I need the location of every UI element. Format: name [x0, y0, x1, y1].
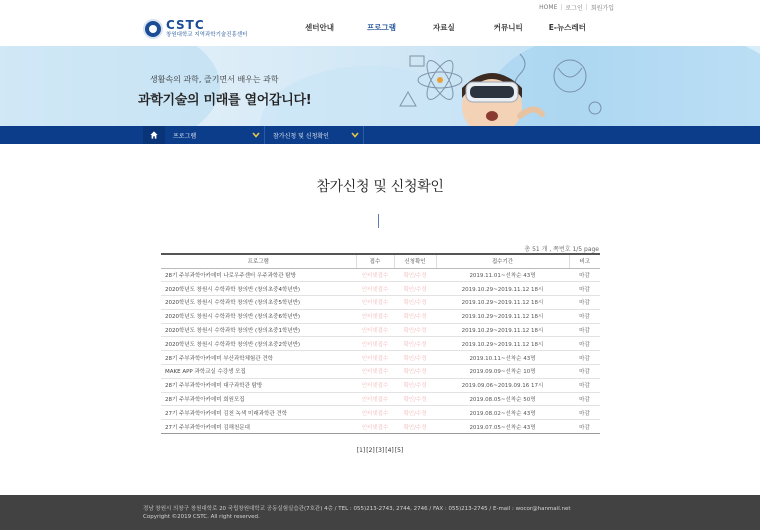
table-header-row [161, 254, 600, 268]
check-edit-link[interactable]: 확인/수정 [394, 296, 436, 310]
depth1-label: 프로그램 [173, 132, 197, 140]
status-badge: 마감 [569, 420, 600, 434]
depth2-label: 참가신청 및 신청확인 [273, 132, 329, 140]
check-edit-link[interactable]: 확인/수정 [394, 268, 436, 282]
site-logo[interactable] [143, 16, 247, 42]
program-title-link[interactable]: 2020학년도 창원시 수학과학 창의반 (창의초중1학년반) [161, 323, 356, 337]
receipt-type: 인터넷접수 [356, 420, 394, 434]
receipt-type: 인터넷접수 [356, 323, 394, 337]
nav-item-community[interactable]: 커뮤니티 [493, 23, 523, 32]
program-title-link[interactable]: 2020학년도 창원시 수학과학 창의반 (창의초중4학년반) [161, 282, 356, 296]
program-title-link[interactable]: 28기 주부과학아카데미 대구과학관 탐방 [161, 378, 356, 392]
banner-title: 과학기술의 미래를 열어갑니다! [138, 93, 312, 108]
program-table [161, 253, 600, 434]
program-title-link[interactable]: 28기 주부과학아카데미 부산과학체험관 견학 [161, 351, 356, 365]
program-title-link[interactable]: 2020학년도 창원시 수학과학 창의반 (창의초중5학년반) [161, 296, 356, 310]
status-badge: 마감 [569, 296, 600, 310]
status-badge: 마감 [569, 337, 600, 351]
footer-copyright: Copyright ©2019 CSTC. All right reserved. [143, 514, 260, 520]
col-header-period: 접수기간 [436, 254, 569, 268]
status-badge: 마감 [569, 351, 600, 365]
logo-subtitle: 창원대학교 지역과학기술진흥센터 [166, 32, 248, 38]
page-link[interactable]: [3] [375, 447, 385, 454]
divider: | [585, 3, 588, 11]
table-row [161, 323, 600, 337]
science-illustration [370, 46, 610, 126]
chevron-down-icon [347, 132, 363, 138]
footer-address: 경남 창원시 의창구 창원대학로 20 국립창원대학교 공동실험실습관(7호관) 4층 / TEL : 055)213-2743, 2744, 2746 / FAX : 055)213-2745 / E-mail : wocor@hanmail.net [143, 506, 571, 512]
receipt-period: 2019.10.29~2019.11.12 18시 [436, 323, 569, 337]
status-badge: 마감 [569, 323, 600, 337]
status-badge: 마감 [569, 378, 600, 392]
receipt-type: 인터넷접수 [356, 268, 394, 282]
page-link[interactable]: [1] [356, 447, 366, 454]
table-row [161, 337, 600, 351]
receipt-type: 인터넷접수 [356, 296, 394, 310]
utility-bar [0, 0, 760, 12]
receipt-type: 인터넷접수 [356, 309, 394, 323]
status-badge: 마감 [569, 309, 600, 323]
receipt-period: 2019.09.09~선착순 10명 [436, 365, 569, 379]
home-link[interactable]: HOME [539, 3, 558, 11]
receipt-type: 인터넷접수 [356, 282, 394, 296]
program-title-link[interactable]: 2020학년도 창원시 수학과학 창의반 (창의초중2학년반) [161, 337, 356, 351]
receipt-period: 2019.10.29~2019.11.12 18시 [436, 337, 569, 351]
hero-banner [0, 46, 760, 126]
nav-item-newsletter[interactable]: E-뉴스레터 [548, 23, 586, 32]
depth2-dropdown[interactable] [265, 126, 364, 144]
page-link[interactable]: [4] [385, 447, 394, 454]
receipt-period: 2019.10.29~2019.11.12 18시 [436, 309, 569, 323]
table-row [161, 268, 600, 282]
login-link[interactable]: 로그인 [565, 4, 583, 12]
receipt-period: 2019.08.02~선착순 43명 [436, 406, 569, 420]
table-row [161, 351, 600, 365]
col-header-check: 신청확인 [394, 254, 436, 268]
table-row [161, 378, 600, 392]
nav-item-center-info[interactable]: 센터안내 [305, 23, 334, 32]
logo-name: CSTC [166, 18, 205, 32]
home-icon [150, 131, 158, 139]
col-header-note: 비고 [569, 254, 600, 268]
page-link[interactable]: [5] [394, 447, 404, 454]
check-edit-link[interactable]: 확인/수정 [394, 337, 436, 351]
col-header-program: 프로그램 [161, 254, 356, 268]
receipt-type: 인터넷접수 [356, 378, 394, 392]
check-edit-link[interactable]: 확인/수정 [394, 309, 436, 323]
home-button[interactable] [143, 126, 165, 144]
status-badge: 마감 [569, 268, 600, 282]
receipt-period: 2019.10.29~2019.11.12 18시 [436, 296, 569, 310]
page-link[interactable]: [2] [366, 447, 375, 454]
signup-link[interactable]: 회원가입 [590, 4, 614, 12]
receipt-type: 인터넷접수 [356, 337, 394, 351]
check-edit-link[interactable]: 확인/수정 [394, 420, 436, 434]
check-edit-link[interactable]: 확인/수정 [394, 282, 436, 296]
receipt-type: 인터넷접수 [356, 406, 394, 420]
receipt-period: 2019.11.01~선착순 43명 [436, 268, 569, 282]
check-edit-link[interactable]: 확인/수정 [394, 323, 436, 337]
nav-item-program[interactable]: 프로그램 [366, 23, 396, 32]
sub-nav-bar [0, 126, 760, 144]
pagination [0, 447, 760, 454]
receipt-period: 2019.08.05~선착순 50명 [436, 392, 569, 406]
check-edit-link[interactable]: 확인/수정 [394, 378, 436, 392]
table-row [161, 365, 600, 379]
receipt-type: 인터넷접수 [356, 351, 394, 365]
list-count: 총 51 개 , 쪽번호 1/5 page [524, 246, 599, 253]
check-edit-link[interactable]: 확인/수정 [394, 351, 436, 365]
table-row [161, 406, 600, 420]
divider: | [560, 3, 563, 11]
check-edit-link[interactable]: 확인/수정 [394, 406, 436, 420]
check-edit-link[interactable]: 확인/수정 [394, 365, 436, 379]
receipt-type: 인터넷접수 [356, 392, 394, 406]
text-caret [378, 214, 379, 228]
receipt-period: 2019.10.11~선착순 43명 [436, 351, 569, 365]
receipt-period: 2019.10.29~2019.11.12 18시 [436, 282, 569, 296]
check-edit-link[interactable]: 확인/수정 [394, 392, 436, 406]
status-badge: 마감 [569, 282, 600, 296]
program-title-link[interactable]: 2020학년도 창원시 수학과학 창의반 (창의초중6학년반) [161, 309, 356, 323]
status-badge: 마감 [569, 365, 600, 379]
chevron-down-icon [248, 132, 264, 138]
banner-subtitle: 생활속의 과학, 즐기면서 배우는 과학 [150, 75, 279, 84]
site-footer [0, 495, 760, 530]
table-row [161, 282, 600, 296]
program-title-link[interactable]: 28기 주부과학아카데미 회원모집 [161, 392, 356, 406]
table-row [161, 296, 600, 310]
table-row [161, 392, 600, 406]
table-row [161, 309, 600, 323]
program-title-link[interactable]: 27기 주부과학아카데미 김해천문대 [161, 420, 356, 434]
receipt-type: 인터넷접수 [356, 365, 394, 379]
main-nav [305, 22, 586, 33]
page-title: 참가신청 및 신청확인 [316, 179, 444, 195]
receipt-period: 2019.07.05~선착순 43명 [436, 420, 569, 434]
seal-icon [143, 19, 163, 39]
col-header-receipt: 접수 [356, 254, 394, 268]
depth1-dropdown[interactable] [165, 126, 265, 144]
table-body [161, 268, 600, 434]
table-row [161, 420, 600, 434]
status-badge: 마감 [569, 392, 600, 406]
receipt-period: 2019.09.06~2019.09.16 17시 [436, 378, 569, 392]
status-badge: 마감 [569, 406, 600, 420]
program-title-link[interactable]: MAKE APP 과학교실 수강생 모집 [161, 365, 356, 379]
nav-item-archive[interactable]: 자료실 [432, 23, 455, 32]
program-title-link[interactable]: 27기 주부과학아카데미 김천 녹색 미래과학관 견학 [161, 406, 356, 420]
program-title-link[interactable]: 28기 주부과학아카데미 나로우주센터 우주과학관 탐방 [161, 268, 356, 282]
site-header [0, 12, 760, 46]
